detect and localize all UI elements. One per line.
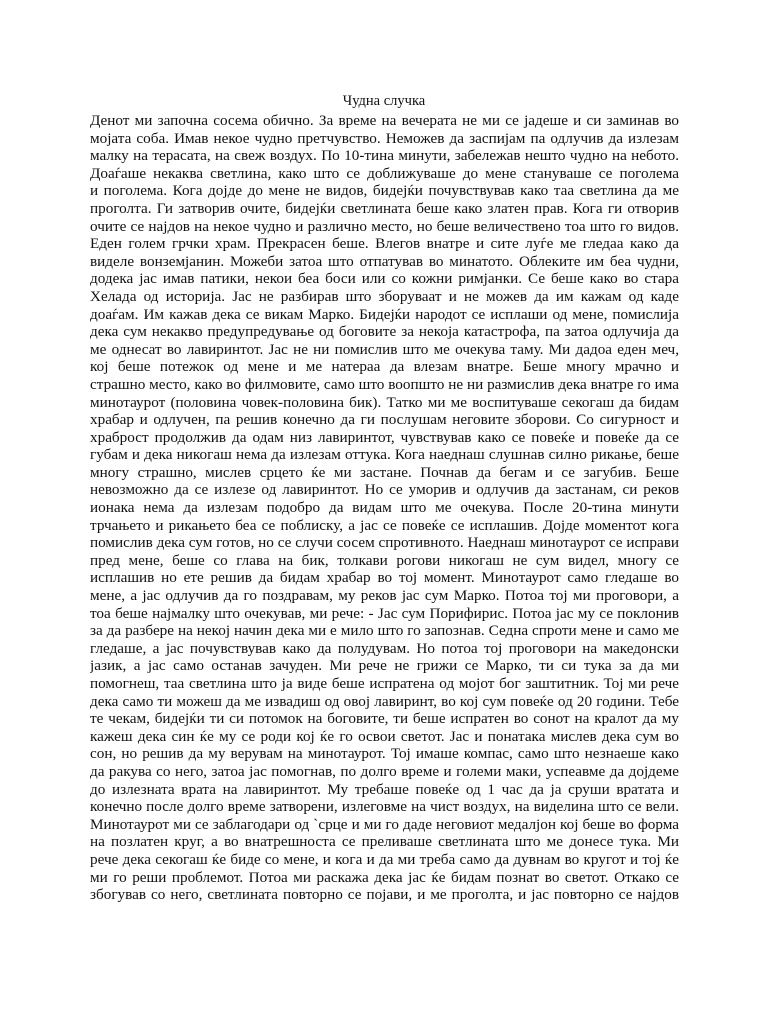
body-line: трчањето и рикањето беа се поблиску, а јас се повеќе се исплашив. Дојде моментот кога	[90, 516, 679, 534]
body-line: Еден голем грчки храм. Прекрасен беше. Влегов внатре и сите луѓе ме гледаа како да	[90, 235, 679, 253]
body-line: минотаурот (половина човек-половина бик). Татко ми ме воспитуваше секогаш да бидам	[90, 393, 679, 411]
body-line: мојата соба. Имав некое чудно претчувство. Неможев да заспијам па одлучив да излезам	[90, 129, 679, 147]
body-line: гледаше, а јас почувствував како да полудувам. Но потоа тој проговори на македонски	[90, 639, 679, 657]
body-line: малку на терасата, на свеж воздух. По 10-тина минути, забележав нешто чудно на небото.	[90, 147, 679, 165]
body-line: кој беше потежок од мене и ме натераа да влезам внатре. Беше многу мрачно и	[90, 358, 679, 376]
body-line: ме однесат во лавиринтот. Јас не ни помислив што ме очекува таму. Ми дадоа еден меч,	[90, 340, 679, 358]
body-line: додека јас имав патики, некои беа боси или со кожни римјанки. Се беше како во стара	[90, 270, 679, 288]
body-line: на позлатен круг, а во внатрешноста се преливаше светлината што ме донесе тука. Ми	[90, 833, 679, 851]
body-line: рече дека секогаш ќе биде со мене, и кога и да ми треба само да дувнам во кругот и тој ќе	[90, 850, 679, 868]
body-line: виделе вонземјанин. Можеби затоа што отпатував во минатото. Облеките им беа чудни,	[90, 252, 679, 270]
body-line: конечно после долго време затворени, излеговме на чист воздух, на виделина што се вели.	[90, 798, 679, 816]
body-line: помислив дека сум готов, но се случи сосем спротивното. Наеднаш минотаурот се исправи	[90, 534, 679, 552]
body-line: збогував со него, светлината повторно се појави, и ме проголта, и јас повторно се најдов	[90, 886, 679, 904]
body-line: очите се најдов на некое чудно и различно место, но беше величествено тоа што го видов.	[90, 217, 679, 235]
body-line: проголта. Ги затворив очите, бидејќи светлината беше како златен прав. Кога ги отворив	[90, 199, 679, 217]
body-line: ионака нема да излезам подобро да видам што ме очекува. После 20-тина минути	[90, 499, 679, 517]
document-body	[90, 112, 679, 904]
body-line: Доаѓаше некаква светлина, како што се доближуваше до мене стануваше се поголема	[90, 164, 679, 182]
body-line: дека сум некакво предупредување од боговите за некоја катастрофа, па затоа одлучија да	[90, 323, 679, 341]
body-line: до излезната врата на лавиринтот. Му требаше повеќе од 1 час да ја сруши вратата и	[90, 780, 679, 798]
body-line: за да разбере на некој начин дека ми е мило што го запознав. Седна спроти мене и само ме	[90, 622, 679, 640]
body-line: помогнеш, таа светлина што ја виде беше испратена од мојот бог заштитник. Тој ми рече	[90, 675, 679, 692]
body-line: многу страшно, мислев срцето ќе ми застане. Почнав да бегам и се загубив. Беше	[90, 463, 679, 481]
body-line: пред мене, беше со глава на бик, толкави рогови никогаш не сум видел, многу се	[90, 551, 679, 569]
body-line: храбар и одлучен, па решив конечно да ги послушам неговите зборови. Со сигурност и	[90, 411, 679, 429]
body-line: Минотаурот ми се заблагодари од `срце и ми го даде неговиот медалјон кој беше во форма	[90, 815, 679, 833]
body-line: Хелада од историја. Јас не разбирав што зборуваат и не можев да им кажам од каде	[90, 287, 679, 305]
body-line: да ракува со него, затоа јас помогнав, по долго време и големи маки, успеавме да дојдеме	[90, 762, 679, 780]
body-line: јазик, а јас само останав зачуден. Ми рече не грижи се Марко, ти си тука за да ми	[90, 657, 679, 675]
body-line: исплашив но ете решив да бидам храбар во тој момент. Минотаурот само гледаше во	[90, 569, 679, 587]
body-line: и поголема. Кога дојде до мене не видов, бидејќи почувствував како таа светлина да ме	[90, 182, 679, 200]
body-line: кажеш дека син ќе му се роди кој ќе го освои светот. Јас и понатака мислев дека сум во	[90, 727, 679, 745]
body-line: мене, а јас одлучив да го поздравам, му реков јас сум Марко. Потоа тој ми проговори, а	[90, 587, 679, 605]
body-line: дека само ти можеш да ме извадиш од овој лавиринт, во кој сум повеќе од 20 години. Тебе	[90, 692, 679, 710]
body-line: Денот ми започна сосема обично. За време на вечерата не ми се јадеше и си заминав во	[90, 112, 679, 129]
body-line: ми го реши проблемот. Потоа ми раскажа дека јас ќе бидам познат во светот. Откако се	[90, 868, 679, 886]
body-line: невозможно да се излезе од лавиринтот. Но се уморив и одлучив да застанам, си реков	[90, 481, 679, 499]
body-line: тоа беше најмалку што очекував, ми рече: - Јас сум Порифирис. Потоа јас му се поклонив	[90, 604, 679, 622]
body-line: те чекам, бидејќи ти си потомок на боговите, ти беше испратен во сонот на кралот да му	[90, 710, 679, 728]
body-line: доаѓам. Им кажав дека се викам Марко. Бидејќи народот се исплаши од мене, помислија	[90, 305, 679, 323]
body-line: храброст продолжив да одам низ лавиринтот, чувствував како се повеќе и повеќе да се	[90, 428, 679, 446]
body-line: губам и дека никогаш нема да излезам оттука. Кога наеднаш слушнав силно рикање, беше	[90, 446, 679, 464]
body-line: сон, но решив да му верувам на минотаурот. Тој имаше компас, само што незнаеше како	[90, 745, 679, 763]
body-line: страшно место, како во филмовите, само што воопшто не ни размислив дека внатре го има	[90, 375, 679, 393]
document-title: Чудна случка	[342, 93, 426, 109]
